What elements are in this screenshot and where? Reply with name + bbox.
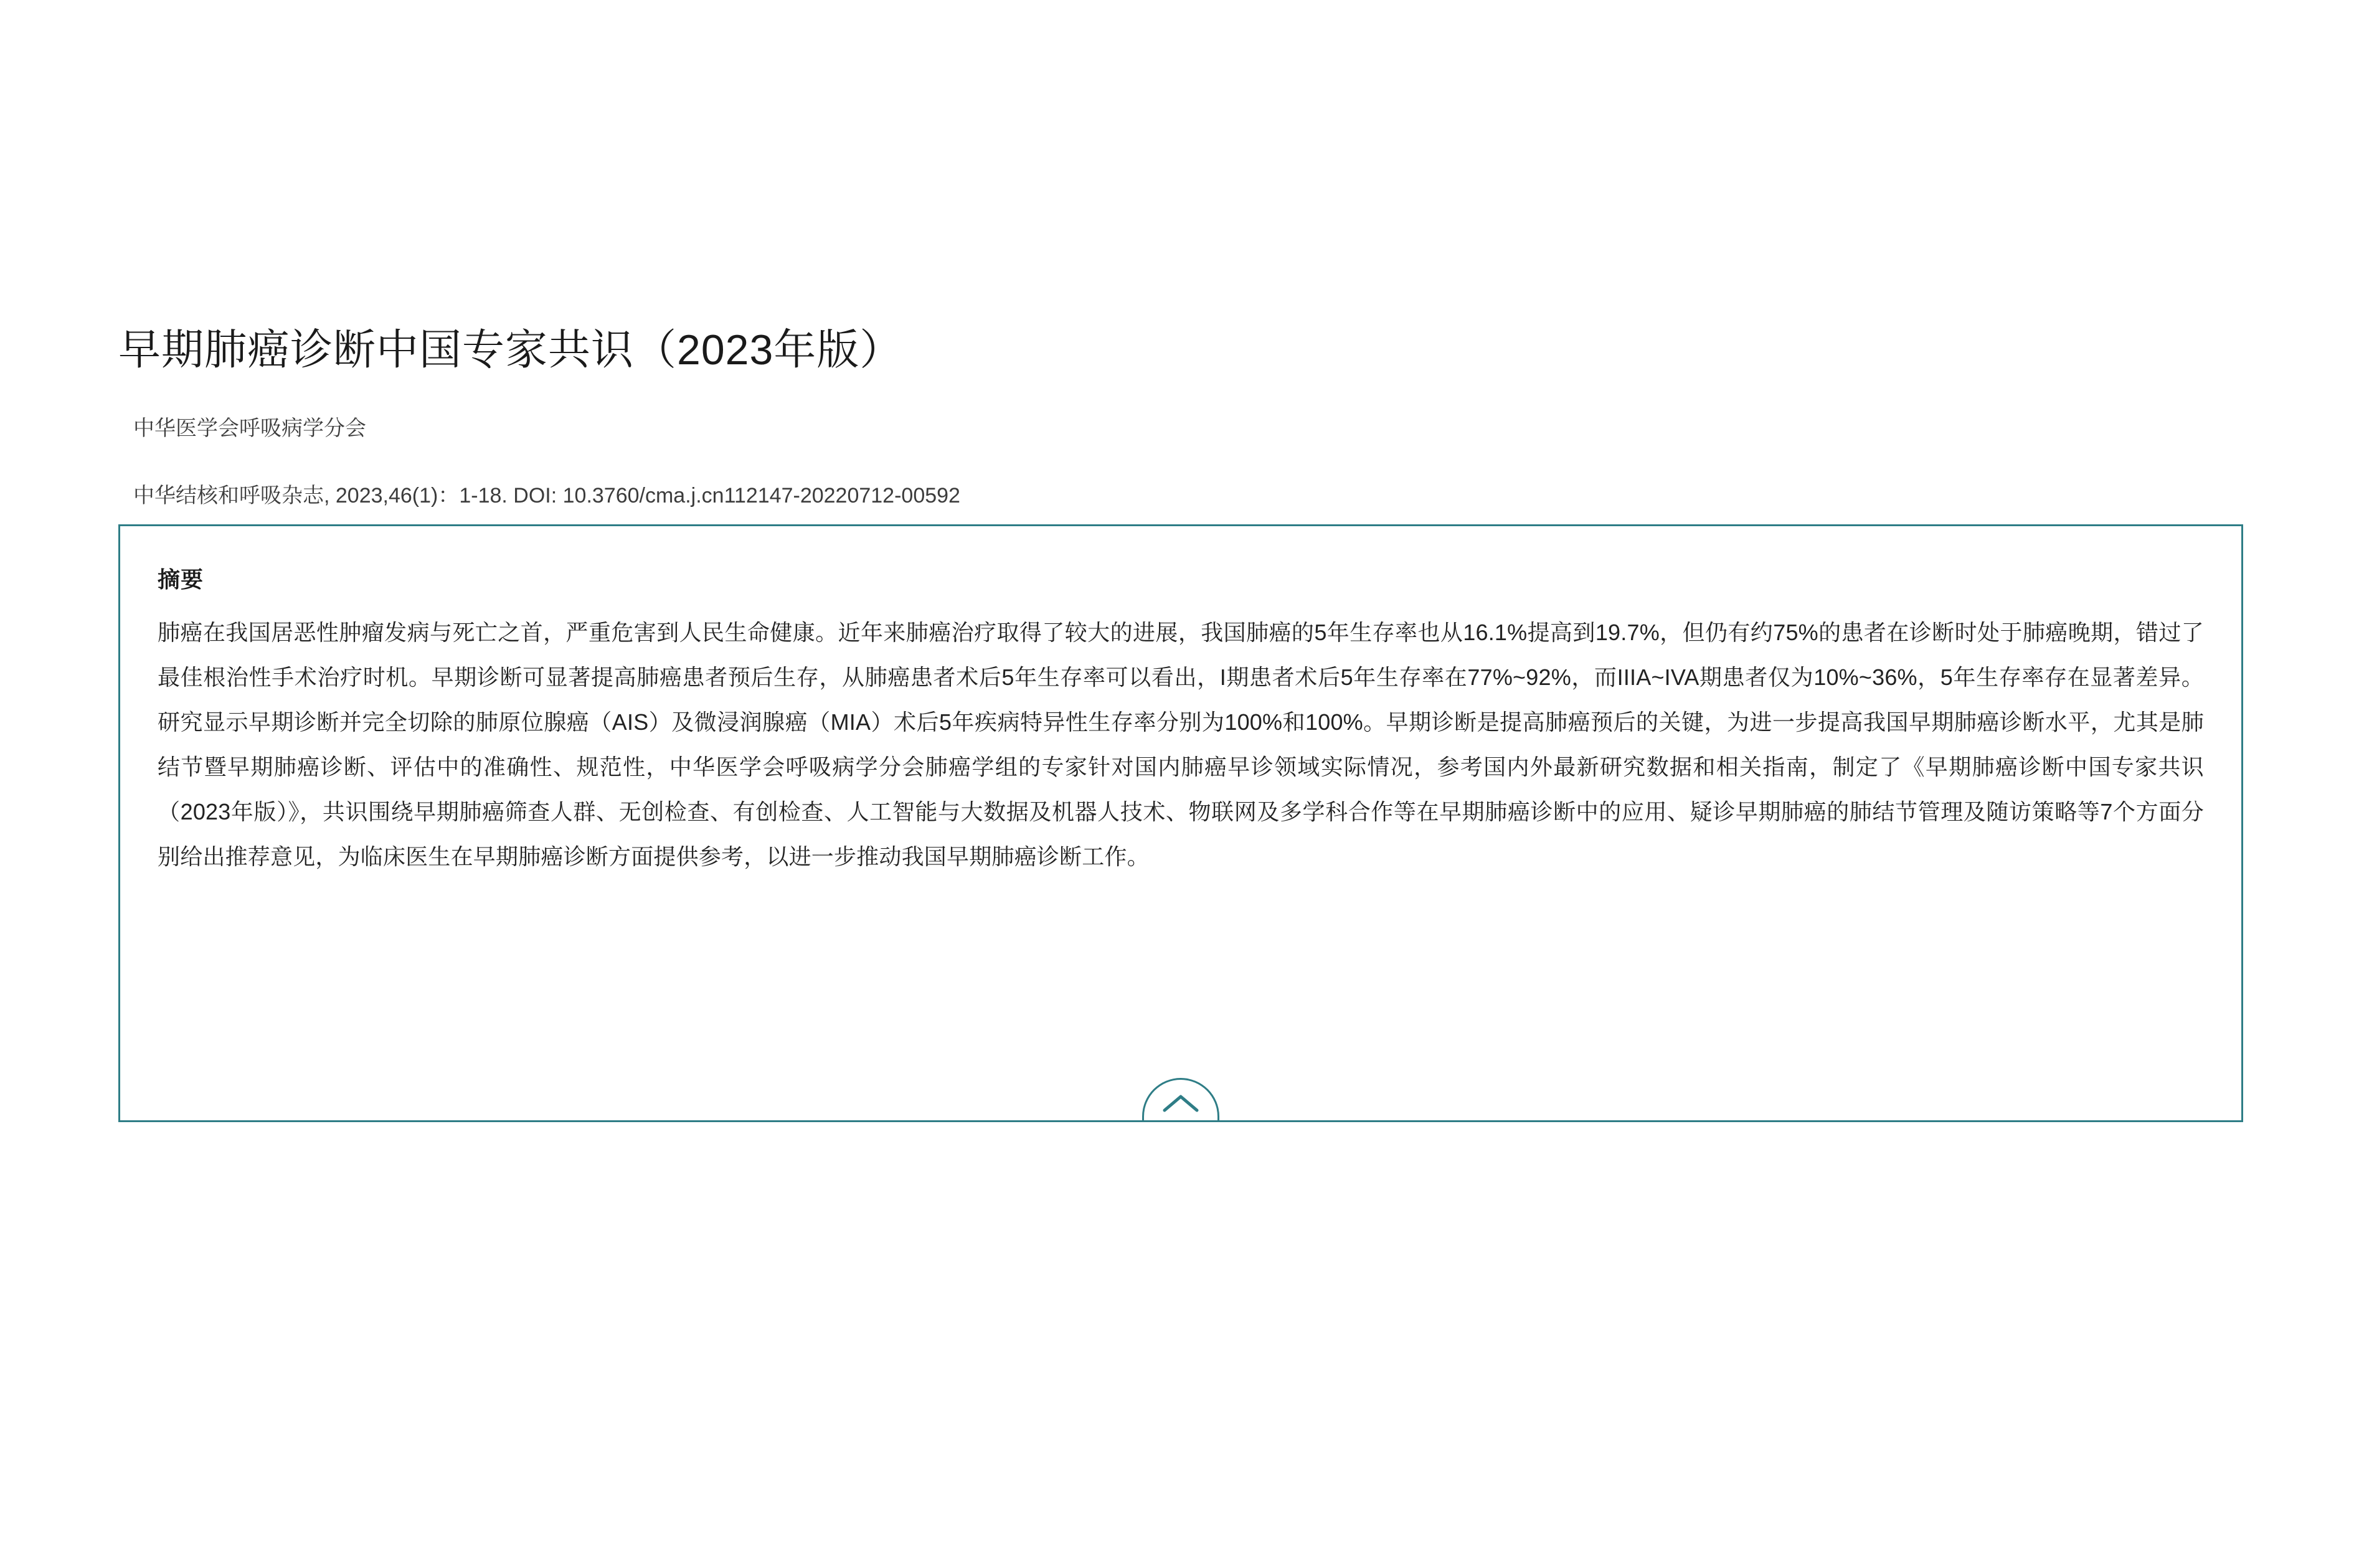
article-authors: 中华医学会呼吸病学分会 xyxy=(133,417,366,440)
chevron-up-icon xyxy=(1162,1093,1199,1114)
article-content xyxy=(118,324,2254,1122)
page-title: 早期肺癌诊断中国专家共识（2023年版） xyxy=(118,326,903,374)
abstract-collapse-area xyxy=(120,1099,2241,1141)
abstract-body: 肺癌在我国居恶性肿瘤发病与死亡之首，严重危害到人民生命健康。近年来肺癌治疗取得了较大的进展，我国肺癌的5年生存率也从16.1%提高到19.7%，但仍有约75%的患者在诊断时处于肺癌晚期，错过了最佳根治性手术治疗时机。早期诊断可显著提高肺癌患者预后生存，从肺癌患者术后5年生存率可以看出，I期患者术后5年生存率在77%~92%，而IIIA~IVA期患者仅为10%~36%，5年生存率存在显著差异。研究显示早期诊断并完全切除的肺原位腺癌（AIS）及微浸润腺癌（MIA）术后5年疾病特异性生存率分别为100%和100%。早期诊断是提高肺癌预后的关键，为进一步提高我国早期肺癌诊断水平，尤其是肺结节暨早期肺癌诊断、评估中的准确性、规范性，中华医学会呼吸病学分会肺癌学组的专家针对国内肺癌早诊领域实际情况，参考国内外最新研究数据和相关指南，制定了《早期肺癌诊断中国专家共识（2023年版）》，共识围绕早期肺癌筛查人群、无创检查、有创检查、人工智能与大数据及机器人技术、物联网及多学科合作等在早期肺癌诊断中的应用、疑诊早期肺癌的肺结节管理及随访策略等7个方面分别给出推荐意见，为临床医生在早期肺癌诊断方面提供参考，以进一步推动我国早期肺癌诊断工作。 xyxy=(158,620,2204,870)
abstract-heading: 摘要 xyxy=(158,567,204,593)
article-citation: 中华结核和呼吸杂志, 2023,46(1)：1-18. DOI: 10.3760/cma.j.cn112147-20220712-00592 xyxy=(133,483,960,508)
abstract-panel xyxy=(118,524,2243,1122)
collapse-abstract-button[interactable] xyxy=(1142,1078,1219,1120)
